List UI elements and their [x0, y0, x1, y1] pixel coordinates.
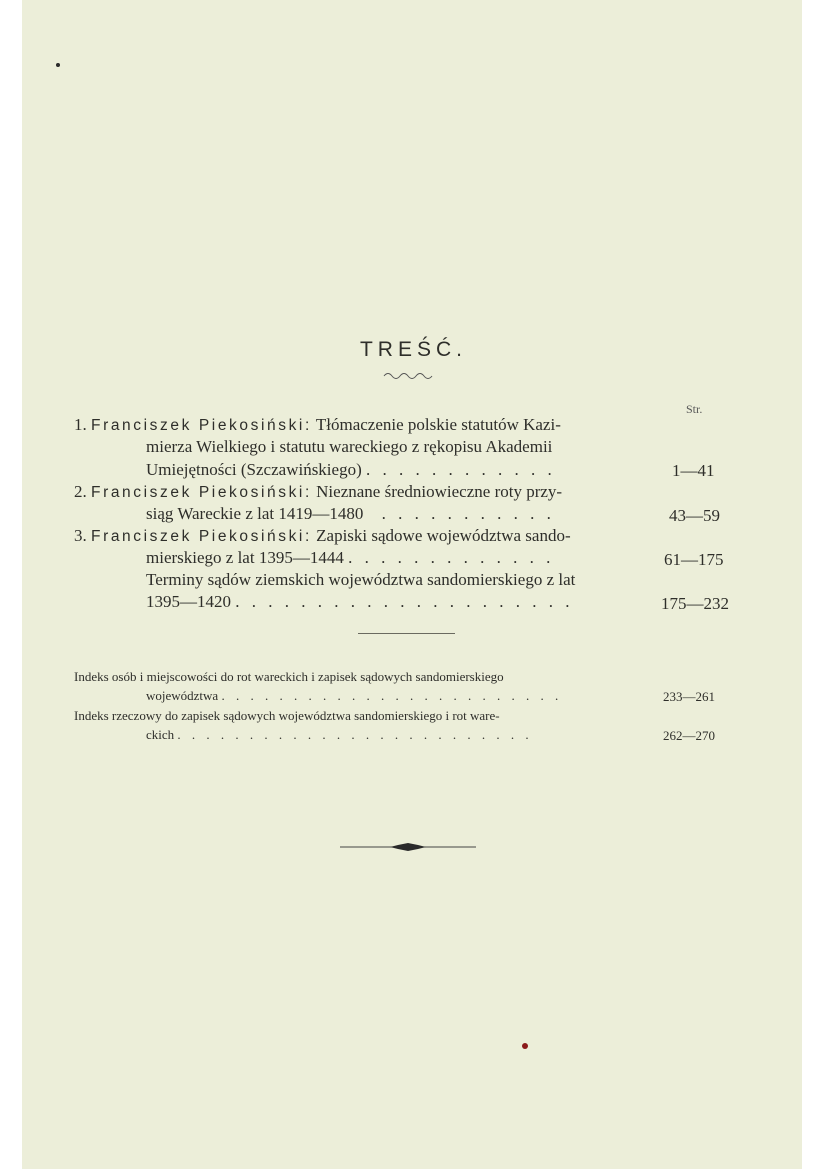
- entry-author: Franciszek Piekosiński: [91, 417, 305, 434]
- index-entry-1-pages: 233—261: [663, 689, 715, 704]
- entry-title-part: mierskiego z lat 1395—1444: [146, 548, 344, 567]
- entry-author: Franciszek Piekosiński: [91, 528, 305, 545]
- entry-author: Franciszek Piekosiński: [91, 484, 305, 501]
- toc-entry-1-line-2: mierza Wielkiego i statutu wareckiego z rękopisu Akademii: [146, 437, 553, 456]
- entry-title-part: Zapiski sądowe województwa sando-: [316, 526, 571, 545]
- entry-title-part: 1395—1420: [146, 592, 231, 611]
- leader-dots: . . . . . . . . . . .: [381, 504, 555, 523]
- index-entry-2-line-1: Indeks rzeczowy do zapisek sądowych województwa sandomierskiego i rot ware-: [74, 708, 500, 723]
- entry-separator: :: [304, 484, 312, 501]
- index-entry-2-line-2: [146, 725, 533, 744]
- toc-entry-2-line-2: [146, 503, 555, 525]
- entry-title-part: województwa: [146, 688, 219, 703]
- toc-entry-1-line-3: [146, 459, 556, 481]
- entry-number: 2.: [74, 482, 87, 501]
- entry-1-pages: 1—41: [672, 461, 715, 480]
- toc-entry-3-sub-line-2: [146, 591, 574, 613]
- entry-separator: :: [304, 417, 312, 434]
- entry-title-part: Umiejętności (Szczawińskiego): [146, 460, 362, 479]
- toc-entry-1-line-1: [74, 414, 561, 437]
- end-ornament: [340, 840, 476, 854]
- page-title: TREŚĆ.: [359, 338, 467, 361]
- toc-entry-3-line-1: [74, 525, 571, 548]
- page-column-label: Str.: [686, 402, 703, 416]
- entry-title-part: Nieznane średniowieczne roty przy-: [316, 482, 563, 501]
- index-entry-2-pages: 262—270: [663, 728, 715, 743]
- entry-title-part: Tłómaczenie polskie statutów Kazi-: [315, 415, 561, 434]
- entry-3-sub-pages: 175—232: [661, 594, 729, 613]
- paper-speck: [56, 63, 60, 67]
- leader-dots: . . . . . . . . . . . . . . . . . . . . . . . . .: [177, 727, 533, 742]
- leader-dots: . . . . . . . . . . . .: [366, 460, 556, 479]
- leader-dots: . . . . . . . . . . . . . . . . . . . . . . . .: [221, 688, 563, 703]
- title-ornament: [383, 370, 433, 380]
- index-entry-1-line-1: Indeks osób i miejscowości do rot wareckich i zapisek sądowych sandomierskiego: [74, 669, 504, 684]
- entry-2-pages: 43—59: [669, 506, 720, 525]
- leader-dots: . . . . . . . . . . . . . . . . . . . . .: [235, 592, 574, 611]
- entry-separator: :: [304, 528, 312, 545]
- toc-entry-2-line-1: [74, 481, 562, 504]
- entry-title-part: siąg Wareckie z lat 1419—1480: [146, 504, 364, 523]
- entry-number: 1.: [74, 415, 87, 434]
- leader-dots: . . . . . . . . . . . . .: [348, 548, 555, 567]
- index-entry-1-line-2: [146, 686, 562, 705]
- toc-entry-3-line-2: [146, 547, 554, 569]
- entry-number: 3.: [74, 526, 87, 545]
- paper-speck: [522, 1043, 528, 1049]
- toc-entry-3-sub-line-1: Terminy sądów ziemskich województwa sandomierskiego z lat: [146, 570, 576, 589]
- entry-3-pages: 61—175: [664, 550, 724, 569]
- section-divider: [358, 633, 455, 634]
- entry-title-part: ckich: [146, 727, 175, 742]
